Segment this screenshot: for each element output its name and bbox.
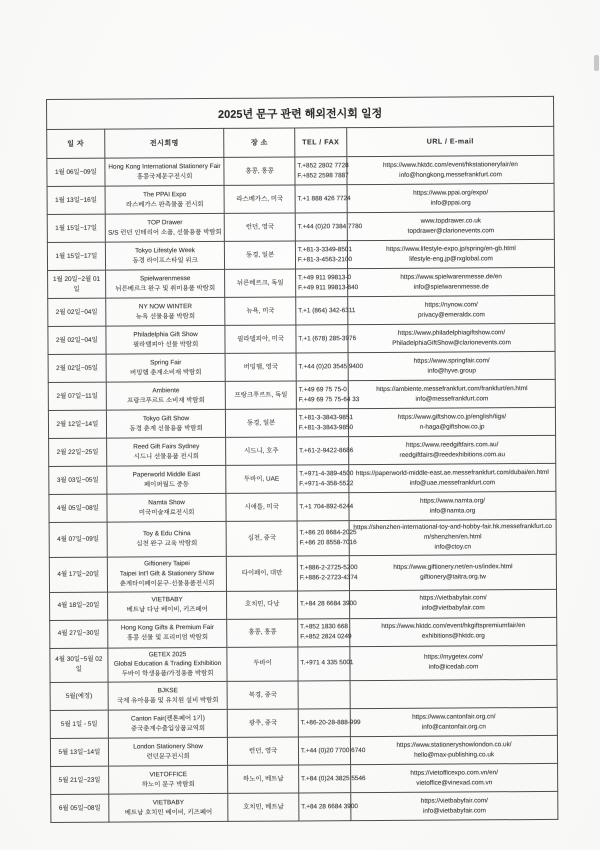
cell-line: info@uae.messefrankfurt.com [409,478,496,487]
tel-cell [298,737,366,765]
cell-line: https://shenzhen-international-toy-and-hobby-fair.hk.messefrankfurt.com/shenzhen/en.html [353,522,552,541]
tel-cell [298,765,366,793]
date-cell: 2월 02일~04일 [48,298,106,326]
table-row [50,645,557,683]
date-cell: 4월 17일~20일 [49,557,107,592]
name-cell [108,710,228,739]
cell-line: https://www.spielwarenmesse.de/en [400,272,502,281]
name-cell [107,591,227,620]
url-cell [348,323,555,352]
cell-line: https://mygetex.com/ [423,653,483,662]
date-cell: 3월 03일~05일 [49,466,107,494]
cell-line: info@cantonfair.org.cn [421,723,486,731]
cell-line: vietoffice@vinexad.com.vn [416,779,493,787]
cell-line: https://vietbabyfair.com/ [420,797,488,805]
col-header-name: 전시회명 [104,128,224,158]
name-cell [107,521,227,556]
cell-line: giftionery@taitra.org.tw [420,572,486,581]
tel-cell [295,213,363,241]
exhibition-schedule-table [46,96,558,823]
name-cell [105,213,225,242]
cell-line: topdrawer@clarionevents.com [407,226,495,235]
place-cell: 홍콩, 홍콩 [227,619,298,647]
cell-line: 베트남 호치민 베이비, 키즈페어 [124,808,213,817]
tel-cell [298,646,354,681]
cell-line: F.+86 20 8558-7016 [299,538,357,547]
cell-line: https://www.stationeryshowlondon.co.uk/ [396,741,512,749]
cell-line: T.+81-3-3843-9851 [298,413,354,422]
date-cell: 6월 05일~08일 [51,794,109,822]
cell-line: reedgiftfairs@reedexhibitions.com.au [399,450,506,459]
date-cell: 1월 20일~2월 01일 [48,270,106,298]
name-cell [105,241,225,270]
place-cell: 뉴욕, 미국 [225,297,296,325]
cell-line: T.+84 (0)24 3825 5546 [301,774,366,783]
cell-line: T.+971 4 335 5001 [300,659,354,667]
cell-line: T.+86 20 8684-2025 [299,529,357,537]
tel-cell [298,618,350,646]
table-row [49,519,556,557]
table-row [49,435,556,466]
place-cell: 라스베가스, 미국 [224,185,295,213]
cell-line: Tokyo Lifestyle Week [135,246,196,255]
cell-line: VIETBABY [151,596,183,604]
date-cell: 5월 21일~23일 [51,766,109,794]
cell-line: Reed Gift Fairs Sydney [133,442,200,451]
cell-line: 국제 유아용품 및 유치원 설비 박람회 [117,696,219,705]
date-cell: 2월 07일~11일 [48,382,106,410]
cell-line: https://www.hktdc.com/event/hkgiftspremiumfair/en [381,622,526,631]
cell-line: exhibitions@hktdc.org [421,632,485,640]
place-cell: 하노이, 베트남 [228,765,299,793]
name-cell [107,465,227,494]
col-header-place: 장 소 [224,128,295,157]
table-row [49,463,556,494]
date-cell: 1월 06일~09일 [47,158,105,186]
scan-artifact [594,55,599,71]
url-cell [349,407,556,436]
cell-line: privacy@emeraldx.com [417,310,485,319]
name-cell [109,794,229,823]
cell-line: Canton Fair(켄톤페어 1기) [130,714,205,723]
col-header-tel: TEL / FAX [295,128,347,157]
url-cell [351,792,558,821]
cell-line: BJKSE [157,687,178,695]
cell-line: T.+1 704-892-6244 [299,502,354,510]
cell-line: Tokyo Gift Show [142,414,190,422]
cell-line: London Stationery Show [133,742,203,751]
cell-line: F.+852 2824 0249 [300,633,352,641]
cell-line: 베트남 다낭 베이비, 키즈페어 [126,606,208,614]
table-row [50,589,557,620]
cell-line: https://www.springfair.com/ [413,356,490,365]
cell-line: T.+852 2802 7728 [297,161,349,170]
cell-line: 뉘른베르크 완구 및 취미용품 박람회 [115,284,216,293]
cell-line: lifestyle-eng.jp@rxglobal.com [409,254,493,263]
name-cell [108,647,228,682]
cell-line: T.+61-2-9422-8686 [299,446,354,454]
cell-line: https://www.ppai.org/expo/ [413,188,489,197]
cell-line: info@spielwarenmesse.de [413,282,489,291]
place-cell: 호치민, 베트남 [228,793,299,821]
cell-line: PhiladelphiaGiftShow@clarionevents.com [392,338,511,347]
url-cell [348,351,555,380]
table-row [50,680,557,711]
tel-cell [296,437,354,465]
cell-line: Spring Fair [150,358,182,366]
cell-line: F.+852 2598 7887 [297,171,349,179]
name-cell [108,682,228,711]
name-cell [107,493,227,522]
cell-line: 춘계타이페이문구·선물용품전시회 [119,579,215,588]
cell-line: 홍콩국제문구전시회 [136,172,193,180]
date-cell: 2월 02일~04일 [48,326,106,354]
cell-line: F.+49 69 75 75-64 33 [298,395,360,403]
cell-line: 홍콩 선물 및 프리미엄 박람회 [126,634,209,642]
date-cell: 4월 07일~09일 [49,522,107,557]
cell-line: info@hyve.group [427,366,476,375]
cell-line: F.+81-3-4563-2100 [297,255,353,263]
date-cell: 2월 12일~14일 [48,410,106,438]
tel-cell [295,157,347,185]
cell-line: Giftionery Taipei [144,559,190,568]
table-row [50,708,557,739]
cell-line: info@hongkong.messefrankfurt.com [399,170,502,179]
cell-line: 동경 라이프스타일 위크 [132,256,198,264]
table-row [48,379,555,410]
place-cell: 호치민, 다낭 [227,591,298,619]
cell-line: info@ctoy.cn [434,543,472,551]
url-cell [350,645,557,681]
place-cell: 두바이, UAE [226,465,297,493]
page-title: 2025년 문구 관련 해외전시회 일정 [47,96,554,129]
cell-line: https://vietbabyfair.com/ [419,594,487,602]
cell-line: 동경 춘계 선물용품 박람회 [129,424,203,432]
url-cell [350,708,557,737]
cell-line: T.+1 (678) 285-3976 [298,334,357,342]
cell-line: 버밍햄 춘계소비재 박람회 [130,368,202,376]
cell-line: https://www.giftshow.co.jp/english/tigs/ [397,412,507,421]
cell-line: Namta Show [148,498,185,506]
cell-line: T.+1 888 426 7724 [297,194,351,202]
col-header-url: URL / E-mail [347,126,554,156]
cell-line: TOP Drawer [147,218,183,226]
table-row [51,792,558,823]
cell-line: info@namta.org [429,506,476,515]
cell-line: F.+49 911 99813-840 [298,283,359,291]
date-cell: 5월(예정) [50,682,108,710]
place-cell: 홍콩, 홍콩 [224,157,295,185]
name-cell [108,766,228,795]
cell-line: VIETBABY [152,799,185,807]
cell-line: F.+971-4-358-5522 [299,479,354,487]
url-cell [347,183,554,212]
place-cell: 런던, 영국 [228,737,299,765]
tel-cell [295,269,359,297]
cell-line: https://paperworld-middle-east.ae.messefrankfurt.com/dubai/en.html [355,468,549,477]
cell-line: T.+49 911 99813-0 [297,273,352,282]
url-cell [348,379,555,408]
name-cell [105,185,225,214]
place-cell: 필라델피아, 미국 [225,325,296,353]
cell-line: S/S 런던 인테리어 소품, 선물용품 박람회 [108,228,222,237]
tel-cell [295,185,351,213]
cell-line: 뉴욕 선물용품 박람회 [135,312,196,320]
date-cell: 4월 18일~20일 [50,592,108,620]
cell-line: https://www.namta.org/ [420,496,486,505]
url-cell [350,680,557,709]
cell-line: F.+886-2-2723-4374 [299,573,358,582]
tel-cell [296,325,357,353]
cell-line: 하노이 문구 박람회 [141,780,195,789]
title-row [47,96,554,129]
cell-line: https://www.cantonfair.org.cn/ [412,713,496,721]
cell-line: Toy & Edu China [142,530,191,538]
cell-line: T.+1 (864) 342-6311 [298,306,356,314]
tel-cell [296,353,364,381]
url-cell [351,764,558,793]
date-cell: 4월 27일~30일 [50,620,108,648]
cell-line: 중국춘계수출입상품교역회 [130,724,206,733]
name-cell [106,353,226,382]
url-cell [348,267,555,296]
cell-line: info@messefrankfurt.com [415,394,489,403]
cell-line: NY NOW WINTER [138,302,192,311]
url-cell [350,617,557,646]
tel-cell [295,241,353,269]
cell-line: T.+886-2-2725-5200 [299,563,358,572]
cell-line: T.+86-20-28-888-999 [300,718,361,727]
cell-line: hello@max-publishing.co.uk [414,751,495,759]
cell-line: T.+44 (0)20 7384 7780 [297,222,363,230]
place-cell: 런던, 영국 [225,213,296,241]
name-cell [105,157,225,186]
cell-line: https://nynow.com/ [424,300,478,309]
cell-line: https://www.hktdc.com/event/hkstationeryfair/en [382,160,518,169]
name-cell [105,269,225,298]
cell-line: Hong Kong International Stationery Fair [108,162,221,171]
name-cell [107,556,227,591]
date-cell: 5월 13일~14일 [50,738,108,766]
date-cell: 2월 02일~05일 [48,354,106,382]
cell-line: 미국미술재료전시회 [138,508,195,516]
place-cell: 버밍햄, 영국 [225,353,296,381]
place-cell: 광주, 중국 [228,709,299,737]
table-row [50,736,557,767]
cell-line: The PPAI Expo [143,190,187,198]
url-cell [349,519,556,555]
tel-cell [297,493,354,521]
cell-line: T.+84 28 6684 3900 [299,600,357,608]
cell-line: T.+84 28 6684 3900 [301,802,358,811]
tel-cell [296,381,360,409]
cell-line: n-haga@giftshow.co.jp [419,422,485,431]
cell-line: VIETOFFICE [149,771,188,779]
name-cell [106,381,226,410]
tel-cell [298,709,361,737]
cell-line: https://www.giftionery.net/en-us/index.html [393,562,513,571]
cell-line: Spielwarenmesse [139,274,191,283]
cell-line: 프랑크푸르트 소비재 박람회 [127,396,205,405]
date-cell: 4월 05일~08일 [49,494,107,522]
url-cell [348,295,555,324]
cell-line: https://www.reedgiftfairs.com.au/ [405,440,499,449]
cell-line: Philadelphia Gift Show [133,330,198,339]
cell-line: T.+852 1830 668 [300,623,348,631]
cell-line: 런던문구전시회 [146,752,190,761]
cell-line: info@ppai.org [430,198,471,207]
date-cell: 1월 15일~17일 [47,214,105,242]
cell-line: https://www.lifestyle-expo.jp/spring/en-gb.html [386,244,516,253]
date-cell: 1월 13일~16일 [47,186,105,214]
name-cell [106,437,226,466]
table-row [48,295,555,326]
table-row [48,267,555,298]
cell-line: Hong Kong Gifts & Premium Fair [120,624,214,632]
cell-line: https://ambiente.messefrankfurt.com/frankfurt/en.html [376,384,528,393]
table-row [47,155,554,186]
tel-cell [297,465,354,493]
url-cell [349,463,556,492]
place-cell: 시애틀, 미국 [226,493,297,521]
table-row [51,764,558,795]
cell-line: Taipei Int'l Gift & Stationery Show [119,569,215,578]
cell-line: 두바이 학생용품/가정용품 박람회 [121,670,214,678]
table-row [47,239,554,270]
place-cell: 시드니, 호주 [226,437,297,465]
cell-line: info@vietbabyfair.com [421,604,485,612]
table-row [48,323,555,354]
table-row [48,407,555,438]
name-cell [106,297,226,326]
cell-line: 심천 완구 교육 박람회 [136,539,198,548]
url-cell [351,736,558,765]
place-cell: 프랑크푸르트, 독일 [226,381,297,409]
date-cell: 2월 22일~25일 [49,438,107,466]
date-cell: 1월 15일~17일 [47,242,105,270]
cell-line: Global Education & Trading Exhibition [113,660,222,669]
table-row [47,211,554,242]
cell-line: Paperworld Middle East [132,470,201,479]
name-cell [107,619,227,648]
cell-line: www.topdrawer.co.uk [420,216,482,225]
url-cell [350,589,557,618]
cell-line: T.+49 69 75 75-0 [298,385,347,394]
table-row [49,491,556,522]
tel-cell [298,681,350,709]
cell-line: 라스베가스 판촉물품 전시회 [125,200,204,209]
cell-line: F.+81-3-3843-9850 [298,423,354,431]
cell-line: https://www.philadelphiagiftshow.com/ [397,328,506,337]
tel-cell [297,521,357,556]
url-cell [347,211,554,240]
tel-cell [297,590,357,618]
cell-line: Ambiente [152,386,180,394]
date-cell: 5월 1일 - 5일 [50,710,108,738]
cell-line: T.+971-4-389-4500 [299,469,354,478]
date-cell: 4월 30일~5월 02일 [50,648,108,683]
tel-cell [297,555,358,590]
place-cell: 심천, 중국 [227,521,298,556]
place-cell: 뉘른베르크, 독일 [225,269,296,297]
cell-line: 시드니 선물용품 전시회 [133,452,199,460]
cell-line: T.+81-3-3349-8501 [297,245,353,254]
url-cell [347,239,554,268]
header-row [47,126,554,158]
cell-line: info@icedab.com [428,663,479,672]
place-cell: 동경, 일본 [226,409,297,437]
place-cell: 타이페이, 대만 [227,556,298,591]
url-cell [349,435,556,464]
cell-line: T.+44 (0)20 7700 6740 [300,746,366,755]
cell-line: https://vietofficexpo.com.vn/en/ [410,769,499,777]
place-cell: 동경, 일본 [225,241,296,269]
col-header-date: 일 자 [47,129,105,158]
name-cell [108,738,228,767]
name-cell [106,409,226,438]
name-cell [106,325,226,354]
table-row [47,183,554,214]
tel-cell [299,793,358,821]
cell-line: 페이퍼월드 중동 [143,480,189,488]
cell-line: T.+44 (0)20 3545 9400 [298,362,364,370]
place-cell: 두바이 [227,647,298,682]
tel-cell [296,409,354,437]
url-cell [347,155,554,184]
table-row [48,351,555,382]
cell-line: 필라델피아 선물 박람회 [132,340,199,348]
tel-cell [296,297,356,325]
table-row [50,617,557,648]
place-cell: 북경, 중국 [228,681,299,709]
exhibition-table-body [47,155,558,822]
cell-line: info@vietbabyfair.com [422,807,486,815]
url-cell [349,554,556,590]
table-row [49,554,556,592]
url-cell [349,491,556,520]
cell-line: GETEX 2025 [148,650,187,658]
